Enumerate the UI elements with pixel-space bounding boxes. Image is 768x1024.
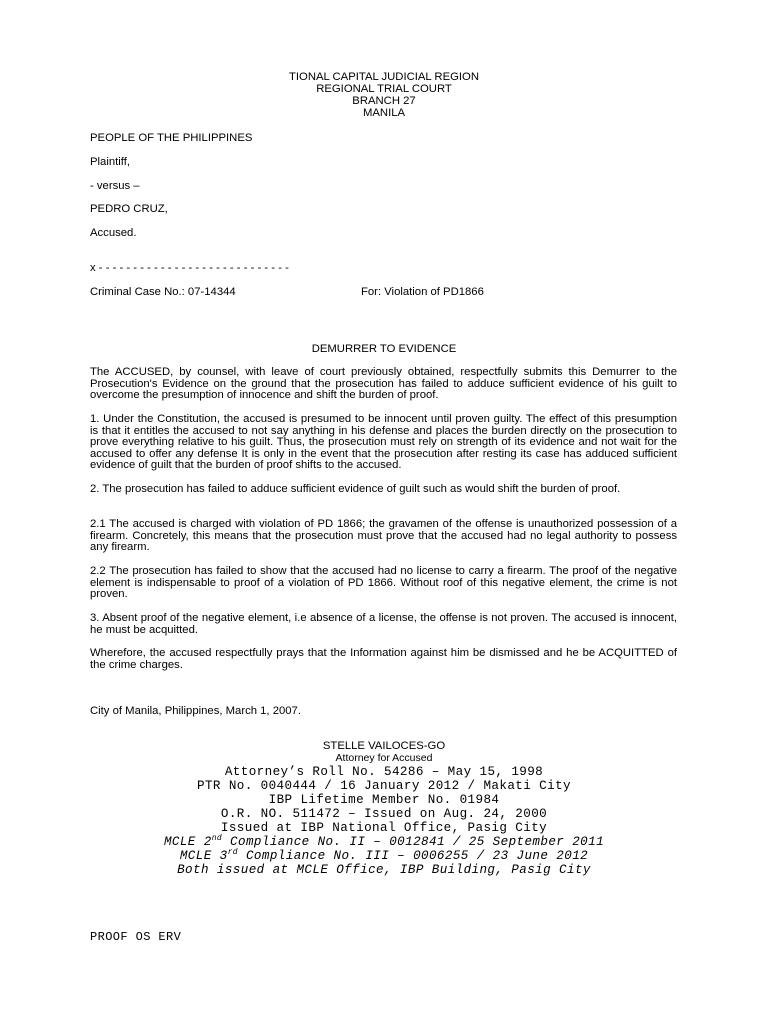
or-number: O.R. NO. 511472 – Issued on Aug. 24, 2000 bbox=[220, 807, 548, 821]
party-plaintiff-label: Plaintiff, bbox=[90, 156, 130, 168]
caption-separator: x - - - - - - - - - - - - - - - - - - - - - - - - - - - - bbox=[90, 262, 289, 274]
mcle-3rd-suffix: rd bbox=[227, 847, 238, 857]
attorney-name: STELLE VAILOCES-GO bbox=[322, 740, 446, 752]
caption-city: MANILA bbox=[362, 107, 406, 119]
case-number: Criminal Case No.: 07-14344 bbox=[90, 286, 236, 298]
mcle-2nd-detail: Compliance No. II – 0012841 / 25 September 2011 bbox=[222, 835, 605, 849]
mcle-2nd-prefix: MCLE 2 bbox=[163, 835, 212, 849]
paragraph-2: 2. The prosecution has failed to adduce sufficient evidence of guilt such as would shift the burden of proof. bbox=[90, 483, 621, 495]
attorney-role: Attorney for Accused bbox=[335, 752, 433, 764]
paragraph-2-1: 2.1 The accused is charged with violation of PD 1866; the gravamen of the offense is unauthorized possession of a firearm. Concretely, this means that the prosecution must prove that the accused had no legal authority to possess any firearm. bbox=[90, 518, 677, 553]
party-accused-name: PEDRO CRUZ, bbox=[90, 203, 168, 215]
mcle-2nd-suffix: nd bbox=[211, 833, 223, 843]
caption-branch: BRANCH 27 bbox=[352, 95, 416, 107]
mcle-3rd-compliance bbox=[0, 849, 768, 863]
versus-label: - versus – bbox=[90, 180, 140, 192]
paragraph-3: 3. Absent proof of the negative element, i.e absence of a license, the offense is not proven. The accused is innocent, he must be acquitted. bbox=[90, 612, 677, 636]
mcle-2nd-compliance bbox=[0, 835, 768, 849]
mcle-issued-at: Both issued at MCLE Office, IBP Building, Pasig City bbox=[177, 863, 591, 877]
place-and-date: City of Manila, Philippines, March 1, 2007. bbox=[90, 705, 301, 717]
ibp-member-number: IBP Lifetime Member No. 01984 bbox=[268, 793, 500, 807]
document-title: DEMURRER TO EVIDENCE bbox=[311, 343, 457, 355]
caption-court: REGIONAL TRIAL COURT bbox=[316, 83, 452, 95]
party-people: PEOPLE OF THE PHILIPPINES bbox=[90, 132, 253, 144]
case-violation: For: Violation of PD1866 bbox=[361, 286, 484, 298]
issued-at: Issued at IBP National Office, Pasig City bbox=[220, 821, 548, 835]
caption-region: TIONAL CAPITAL JUDICIAL REGION bbox=[289, 71, 479, 83]
wherefore-paragraph: Wherefore, the accused respectfully prays that the Information against him be dismissed and he be ACQUITTED of the crime charges. bbox=[90, 647, 677, 671]
mcle-3rd-prefix: MCLE 3 bbox=[179, 849, 228, 863]
mcle-3rd-detail: Compliance No. III – 0006255 / 23 June 2012 bbox=[238, 849, 589, 863]
footer-text: PROOF OS ERV bbox=[90, 930, 182, 944]
party-accused-label: Accused. bbox=[90, 227, 137, 239]
attorney-roll-number: Attorney’s Roll No. 54286 – May 15, 1998 bbox=[224, 765, 544, 779]
intro-paragraph: The ACCUSED, by counsel, with leave of court previously obtained, respectfully submits this Demurrer to the Prosecution's Evidence on the ground that the prosecution has failed to adduce sufficient evidence of his guilt to overcome the presumption of innocence and shift the burden of proof. bbox=[90, 366, 677, 401]
ptr-number: PTR No. 0040444 / 16 January 2012 / Makati City bbox=[196, 779, 571, 793]
paragraph-1: 1. Under the Constitution, the accused is presumed to be innocent until proven guilty. The effect of this presumption is that it entitles the accused to not say anything in his defense and places the burden directly on the prosecution to prove everything relative to his guilt. Thus, the prosecution must rely on strength of its evidence and not wait for the accused to offer any defense It is only in the event that the prosecution after resting its case has adduced sufficient evidence of guilt that the burden of proof shifts to the accused. bbox=[90, 413, 677, 471]
paragraph-2-2: 2.2 The prosecution has failed to show that the accused had no license to carry a firearm. The proof of the negative element is indispensable to proof of a violation of PD 1866. Without roof of this negative element, the crime is not proven. bbox=[90, 565, 677, 600]
